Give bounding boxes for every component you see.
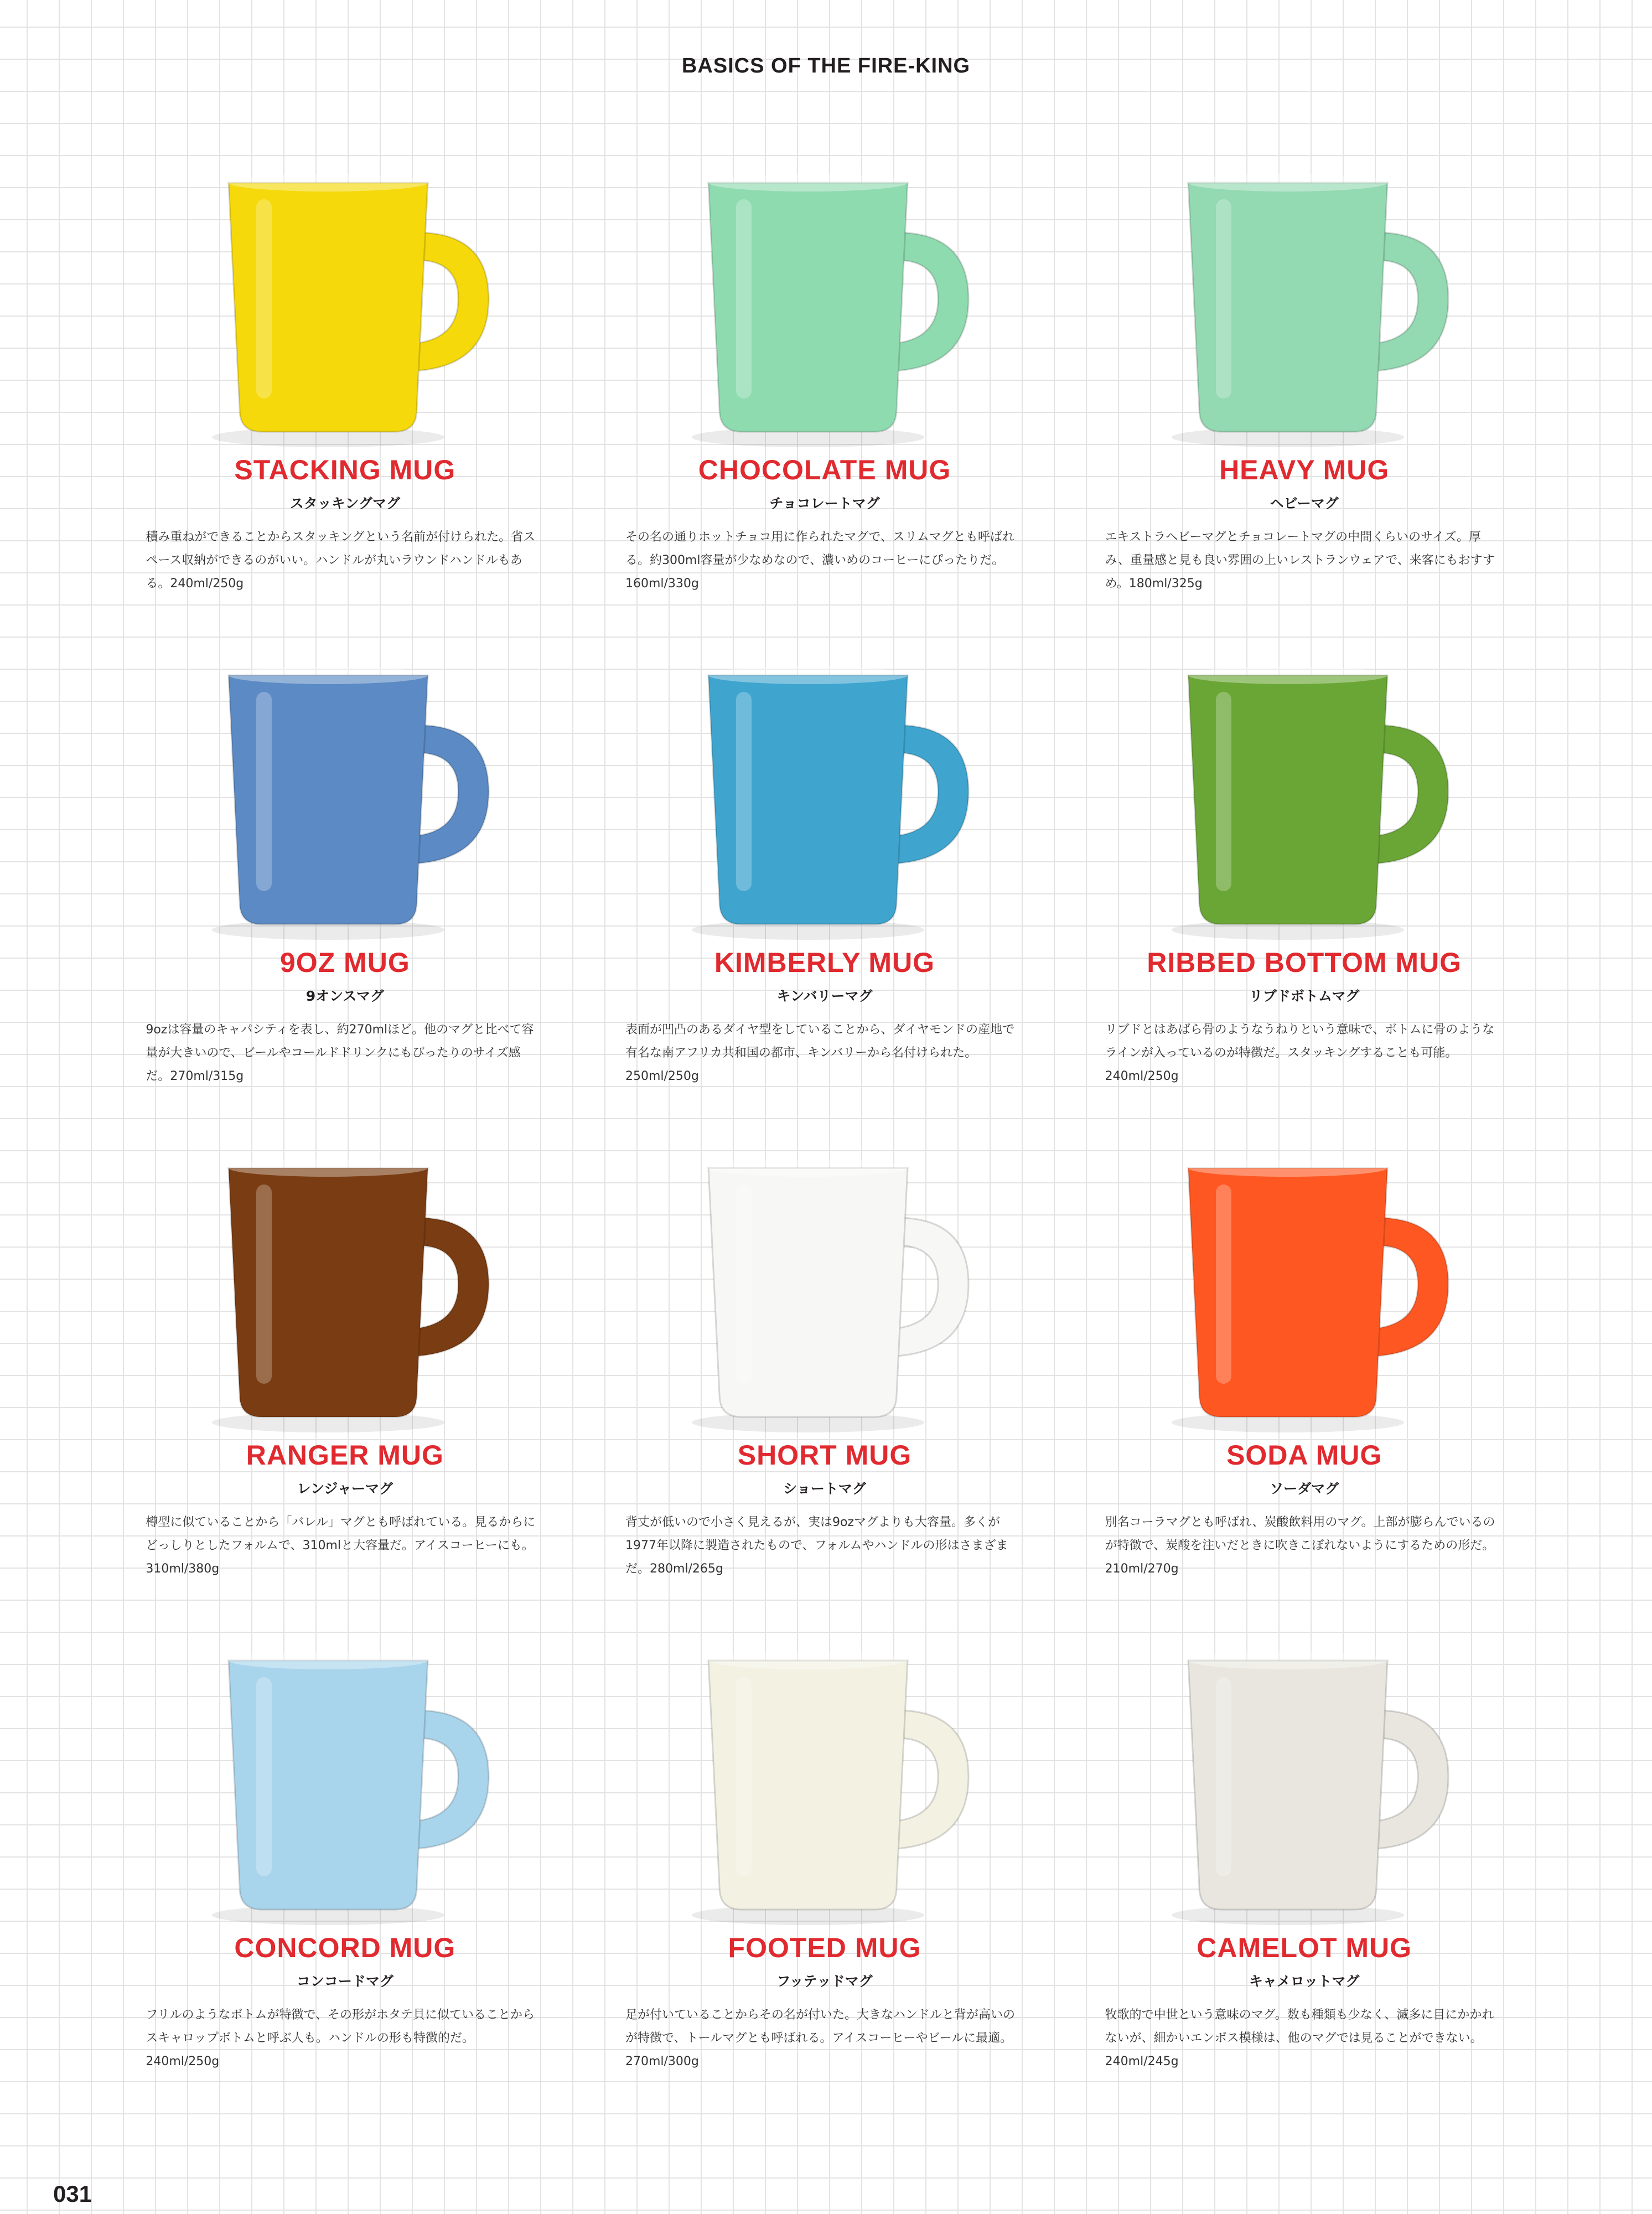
mug-icon bbox=[659, 1135, 991, 1445]
mug-photo bbox=[659, 1135, 991, 1445]
mug-card bbox=[105, 149, 585, 642]
mug-card bbox=[105, 1627, 585, 2120]
mug-description: 足が付いていることからその名が付いた。大きなハンドルと背が高いのが特徴で、トールマグとも呼ばれる。アイスコーヒーやビールに最適。270ml/300g bbox=[625, 2008, 1015, 2068]
mug-icon bbox=[1138, 149, 1470, 459]
mug-photo bbox=[659, 1627, 991, 1937]
mug-icon bbox=[1138, 1135, 1470, 1445]
mug-description: リブドとはあばら骨のようなうねりという意味で、ボトムに骨のようなラインが入っているのが特徴だ。スタッキングすることも可能。240ml/250g bbox=[1105, 1023, 1495, 1083]
mug-description: 積み重ねができることからスタッキングという名前が付けられた。省スペース収納ができるのがいい。ハンドルが丸いラウンドハンドルもある。240ml/250g bbox=[146, 530, 536, 591]
mug-name-jp: リブドボトムマグ bbox=[1249, 988, 1360, 1004]
mug-photo bbox=[659, 149, 991, 459]
mug-description: 樽型に似ていることから「バレル」マグとも呼ばれている。見るからにどっしりとしたフォルムで、310mlと大容量だ。アイスコーヒーにも。310ml/380g bbox=[146, 1515, 536, 1576]
mug-description: 別名コーラマグとも呼ばれ、炭酸飲料用のマグ。上部が膨らんでいるのが特徴で、炭酸を注いだときに吹きこぼれないようにするための形だ。210ml/270g bbox=[1105, 1515, 1495, 1576]
mug-description: フリルのようなボトムが特徴で、その形がホタテ貝に似ていることからスキャロップボトムと呼ぶ人も。ハンドルの形も特徴的だ。240ml/250g bbox=[146, 2008, 535, 2068]
mug-name-jp: キンバリーマグ bbox=[776, 988, 873, 1004]
page-header: BASICS OF THE FIRE-KING bbox=[681, 54, 971, 77]
mug-name: CONCORD MUG bbox=[234, 1932, 456, 1963]
mug-card bbox=[1064, 1627, 1544, 2120]
mug-card bbox=[105, 642, 585, 1135]
mug-description: 牧歌的で中世という意味のマグ。数も種類も少なく、滅多に目にかかれないが、細かいエンボス模様は、他のマグでは見ることができない。240ml/245g bbox=[1105, 2008, 1494, 2068]
mug-name-jp: レンジャーマグ bbox=[297, 1481, 393, 1497]
mug-photo bbox=[1138, 149, 1470, 459]
mug-card bbox=[1064, 149, 1544, 642]
mug-name: CAMELOT MUG bbox=[1197, 1932, 1412, 1963]
mug-card bbox=[585, 1135, 1065, 1627]
mug-icon bbox=[1138, 1627, 1470, 1937]
mug-icon bbox=[179, 149, 511, 459]
mug-name: KIMBERLY MUG bbox=[714, 947, 935, 978]
mug-photo bbox=[1138, 1135, 1470, 1445]
mug-card bbox=[585, 1627, 1065, 2120]
mug-photo bbox=[1138, 1627, 1470, 1937]
mug-name-jp: ショートマグ bbox=[783, 1481, 866, 1497]
mug-card bbox=[585, 149, 1065, 642]
mug-description: 表面が凹凸のあるダイヤ型をしていることから、ダイヤモンドの産地で有名な南アフリカ共和国の都市、キンバリーから名付けられた。250ml/250g bbox=[625, 1023, 1015, 1083]
mug-name: RANGER MUG bbox=[246, 1440, 444, 1471]
mug-name-jp: キャメロットマグ bbox=[1249, 1973, 1360, 1989]
mug-photo bbox=[1138, 642, 1470, 952]
mug-photo bbox=[179, 642, 511, 952]
mug-photo bbox=[179, 1135, 511, 1445]
mug-icon bbox=[659, 149, 991, 459]
mug-name: FOOTED MUG bbox=[728, 1932, 921, 1963]
mug-name-jp: ソーダマグ bbox=[1270, 1481, 1339, 1497]
mug-icon bbox=[1138, 642, 1470, 952]
mug-name: HEAVY MUG bbox=[1219, 454, 1390, 485]
mug-name: CHOCOLATE MUG bbox=[698, 454, 951, 485]
mug-name-jp: 9オンスマグ bbox=[305, 988, 384, 1004]
mug-card bbox=[105, 1135, 585, 1627]
mug-icon bbox=[179, 1135, 511, 1445]
mug-name: STACKING MUG bbox=[234, 454, 456, 485]
mug-name: 9OZ MUG bbox=[279, 947, 410, 978]
page-number: 031 bbox=[53, 2181, 92, 2207]
mug-icon bbox=[659, 642, 991, 952]
mug-photo bbox=[179, 1627, 511, 1937]
mug-card bbox=[1064, 642, 1544, 1135]
mug-name-jp: フッテッドマグ bbox=[776, 1973, 873, 1989]
mug-grid bbox=[105, 149, 1544, 2120]
mug-name-jp: チョコレートマグ bbox=[769, 495, 880, 511]
mug-name-jp: スタッキングマグ bbox=[289, 495, 400, 511]
mug-icon bbox=[659, 1627, 991, 1937]
mug-icon bbox=[179, 1627, 511, 1937]
mug-name-jp: コンコードマグ bbox=[296, 1973, 393, 1989]
mug-icon bbox=[179, 642, 511, 952]
mug-description: 背丈が低いので小さく見えるが、実は9ozマグよりも大容量。多くが1977年以降に製造されたもので、フォルムやハンドルの形はさまざまだ。280ml/265g bbox=[625, 1515, 1008, 1576]
mug-name: SODA MUG bbox=[1226, 1440, 1382, 1471]
mug-photo bbox=[659, 642, 991, 952]
mug-description: エキストラヘビーマグとチョコレートマグの中間くらいのサイズ。厚み、重量感と見も良い雰囲の上いレストランウェアで、来客にもおすすめ。180ml/325g bbox=[1105, 530, 1495, 591]
mug-name: RIBBED BOTTOM MUG bbox=[1147, 947, 1462, 978]
mug-card bbox=[1064, 1135, 1544, 1627]
mug-card bbox=[585, 642, 1065, 1135]
mug-photo bbox=[179, 149, 511, 459]
mug-description: 9ozは容量のキャパシティを表し、約270mlほど。他のマグと比べて容量が大きいので、ビールやコールドドリンクにもぴったりのサイズ感だ。270ml/315g bbox=[146, 1023, 534, 1083]
mug-name: SHORT MUG bbox=[737, 1440, 912, 1471]
mug-description: その名の通りホットチョコ用に作られたマグで、スリムマグとも呼ばれる。約300ml容量が少なめなので、濃いめのコーヒーにぴったりだ。160ml/330g bbox=[625, 530, 1014, 591]
mug-name-jp: ヘビーマグ bbox=[1270, 495, 1339, 511]
